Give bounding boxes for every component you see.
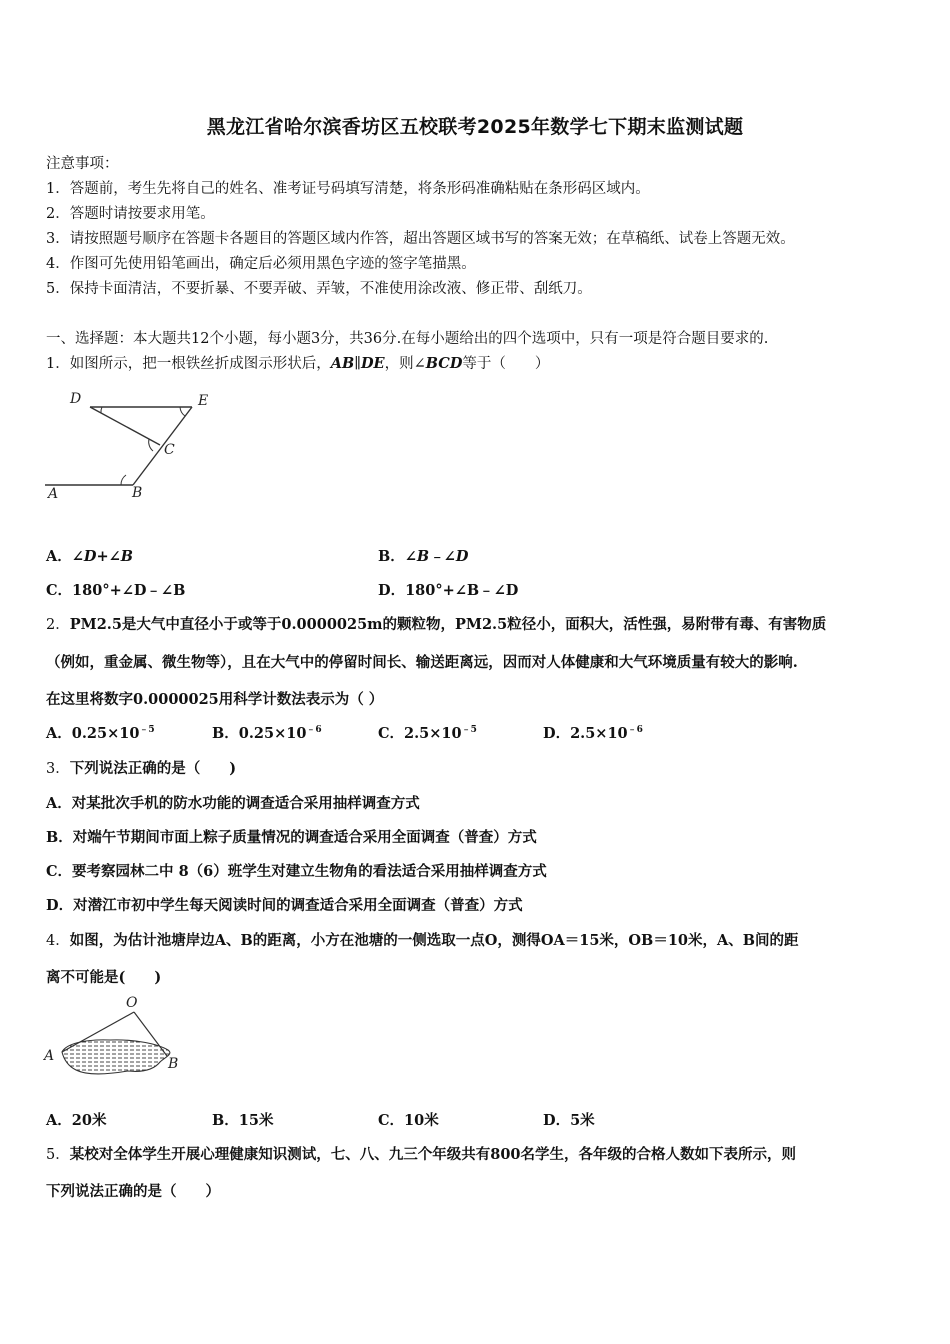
option-a[interactable]: A．∠D+∠B — [46, 548, 134, 565]
question-number: 2． — [46, 617, 70, 633]
question-3 — [46, 757, 236, 778]
label-a: A — [48, 486, 59, 502]
option-d[interactable]: D．5米 — [543, 1112, 595, 1129]
option-b[interactable]: B．$0.25\times 10^{﹣6}$ — [212, 725, 322, 742]
option-a[interactable]: A．对某批次手机的防水功能的调查适合采用抽样调查方式 — [46, 795, 420, 812]
option-c[interactable]: C．180°+∠D﹣∠B — [46, 582, 186, 599]
question-number: 4． — [46, 933, 70, 949]
notice-item: 2．答题时请按要求用笔。 — [46, 206, 215, 222]
option-c[interactable]: C．10米 — [378, 1112, 439, 1129]
option-a[interactable]: A．20米 — [46, 1112, 107, 1129]
question-number: 5． — [46, 1147, 70, 1163]
notice-heading: 注意事项： — [46, 156, 119, 172]
page-title: 黑龙江省哈尔滨香坊区五校联考2025年数学七下期末监测试题 — [206, 116, 744, 138]
q4-pond-figure — [40, 992, 190, 1084]
parallel-symbol: ∥ — [354, 356, 361, 372]
label-a: A — [44, 1048, 55, 1064]
label-b: B — [132, 485, 143, 501]
notice-item: 1．答题前，考生先将自己的姓名、准考证号码填写清楚，将条形码准确粘贴在条形码区域内。 — [46, 181, 650, 197]
question-2 — [46, 613, 826, 634]
option-b[interactable]: B．∠B﹣∠D — [378, 548, 469, 565]
notice-item: 5．保持卡面清洁，不要折暴、不要弄破、弄皱，不准使用涂改液、修正带、刮纸刀。 — [46, 281, 592, 297]
math-ab: AB — [330, 355, 355, 372]
option-d[interactable]: D．$2.5\times 10^{﹣6}$ — [543, 725, 643, 742]
question-number: 3． — [46, 761, 70, 777]
question-text: 某校对全体学生开展心理健康知识测试，七、八、九三个年级共有800名学生，各年级的合格人数如下表所示，则 — [69, 1146, 796, 1163]
question-number: 1． — [46, 356, 70, 372]
option-d[interactable]: D．对潜江市初中学生每天阅读时间的调查适合采用全面调查（普查）方式 — [46, 897, 523, 914]
option-a[interactable]: A．$0.25\times 10^{﹣5}$ — [46, 725, 155, 742]
label-c: C — [164, 442, 175, 458]
option-c[interactable]: C．$2.5\times 10^{﹣5}$ — [378, 725, 477, 742]
option-c[interactable]: C．要考察园林二中 8（6）班学生对建立生物角的看法适合采用抽样调查方式 — [46, 863, 547, 880]
label-e: E — [198, 393, 209, 409]
question-5 — [46, 1143, 796, 1164]
question-text: （例如，重金属、微生物等），且在大气中的停留时间长、输送距离远，因而对人体健康和大气环境质量有较大的影响. — [46, 654, 798, 671]
q1-figure — [40, 385, 230, 505]
question-text: 离不可能是( ) — [46, 969, 162, 986]
option-b[interactable]: B．对端午节期间市面上粽子质量情况的调查适合采用全面调查（普查）方式 — [46, 829, 537, 846]
question-text: 下列说法正确的是（ ） — [46, 1183, 220, 1200]
math-bcd: BCD — [425, 355, 463, 372]
option-d[interactable]: D．180°+∠B﹣∠D — [378, 582, 519, 599]
option-b[interactable]: B．15米 — [212, 1112, 274, 1129]
question-text: ，则∠ — [384, 356, 426, 372]
notice-item: 4．作图可先使用铅笔画出，确定后必须用黑色字迹的签字笔描黑。 — [46, 256, 476, 272]
question-text: PM2.5是大气中直径小于或等于0.0000025m的颗粒物，PM2.5粒径小，面积大，活性强，易附带有毒、有害物质 — [69, 616, 827, 633]
notice-item: 3．请按照题号顺序在答题卡各题目的答题区域内作答，超出答题区域书写的答案无效；在草稿纸、试卷上答题无效。 — [46, 231, 795, 247]
question-text: 等于（ ） — [462, 356, 550, 372]
question-text: 在这里将数字0.0000025用科学计数法表示为（ ） — [46, 691, 384, 708]
question-text: 如图所示，把一根铁丝折成图示形状后， — [69, 356, 331, 372]
question-1 — [46, 352, 549, 373]
section-heading: 一、选择题：本大题共12个小题，每小题3分，共36分.在每小题给出的四个选项中，只有一项是符合题目要求的. — [46, 331, 769, 347]
question-text: 下列说法正确的是（ ) — [69, 760, 237, 777]
label-b: B — [168, 1056, 179, 1072]
label-d: D — [70, 391, 82, 407]
question-text: 如图，为估计池塘岸边A、B的距离，小方在池塘的一侧选取一点O，测得OA＝15米，OB＝10米，A、B间的距 — [69, 932, 799, 949]
math-de: DE — [360, 355, 385, 372]
question-4 — [46, 929, 799, 950]
label-o: O — [126, 995, 138, 1011]
